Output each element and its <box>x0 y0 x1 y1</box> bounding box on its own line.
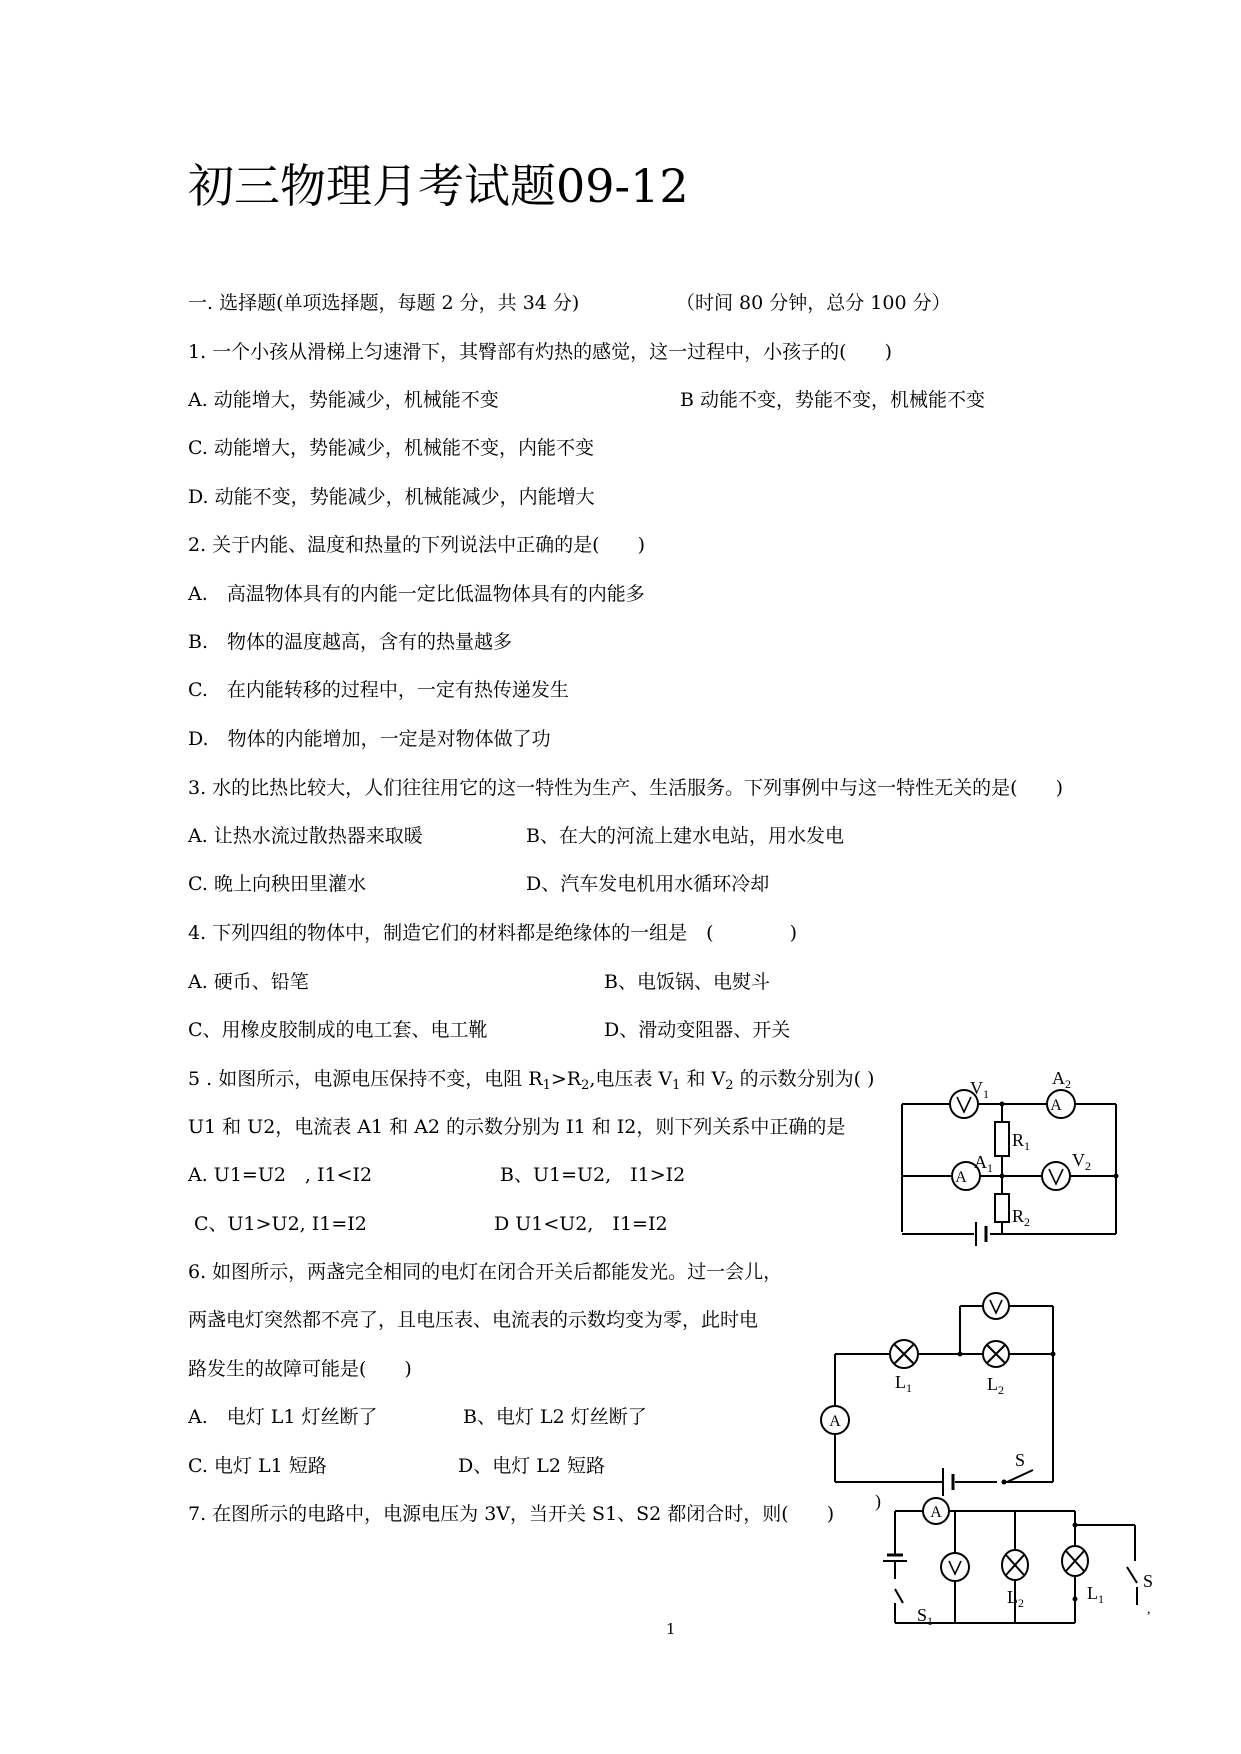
q3-stem: 3. 水的比热比较大，人们往往用它的这一特性为生产、生活服务。下列事例中与这一特性无关的是( ) <box>188 777 1063 799</box>
q5-stem-line1: 5 . 如图所示，电源电压保持不变，电阻 $R_1>R_2$,电压表 $V_1$ 和 $V_2$ 的示数分别为( ) <box>188 1068 875 1093</box>
label-s1: $S_1$ <box>917 1605 934 1628</box>
q6-option-b: B、电灯 L2 灯丝断了 <box>463 1406 647 1428</box>
q1-stem: 1. 一个小孩从滑梯上匀速滑下，其臀部有灼热的感觉，这一过程中，小孩子的( ) <box>188 341 892 363</box>
section-heading: 一. 选择题(单项选择题，每题 2 分，共 34 分) <box>188 292 580 314</box>
q5-option-b: B、U1=U2, I1>I2 <box>500 1164 686 1186</box>
label-r1: $R_1$ <box>1012 1130 1031 1153</box>
q6-stem-line3: 路发生的故障可能是( ) <box>188 1358 412 1380</box>
label-s: S <box>1015 1450 1026 1470</box>
q4-option-a: A. 硬币、铅笔 <box>188 971 309 993</box>
q2-stem: 2. 关于内能、温度和热量的下列说法中正确的是( ) <box>188 534 645 556</box>
page-title: 初三物理月考试题09-12 <box>188 159 689 213</box>
ammeter-symbol: A <box>829 1413 841 1430</box>
q1-option-a: A. 动能增大，势能减少，机械能不变 <box>188 389 499 411</box>
section-info: （时间 80 分钟，总分 100 分） <box>676 292 951 314</box>
q6-option-c: C. 电灯 L1 短路 <box>188 1455 327 1477</box>
q2-option-c: C. 在内能转移的过程中，一定有热传递发生 <box>188 679 569 701</box>
ammeter-a1-symbol: A <box>955 1169 967 1186</box>
q5-option-c: C、U1>U2, I1=I2 <box>194 1213 367 1235</box>
q7-stem: 7. 在图所示的电路中，电源电压为 3V，当开关 S1、S2 都闭合时，则( ) <box>188 1503 835 1525</box>
label-comma: , <box>1147 1602 1151 1617</box>
q6-stem-line1: 6. 如图所示，两盏完全相同的电灯在闭合开关后都能发光。过一会儿， <box>188 1261 783 1283</box>
label-l2: $L_2$ <box>987 1374 1004 1397</box>
q1-option-b: B 动能不变，势能不变，机械能不变 <box>680 389 986 411</box>
label-s2: S <box>1143 1571 1154 1591</box>
q4-option-b: B、电饭锅、电熨斗 <box>604 971 770 993</box>
q6-option-d: D、电灯 L2 短路 <box>458 1455 606 1477</box>
q5-circuit-diagram <box>890 1070 1130 1240</box>
q7-circuit-diagram <box>875 1491 1175 1635</box>
q2-option-b: B. 物体的温度越高，含有的热量越多 <box>188 631 513 653</box>
q6-circuit-diagram <box>815 1292 1075 1492</box>
q6-option-a: A. 电灯 L1 灯丝断了 <box>188 1406 378 1428</box>
label-a2: $A_2$ <box>1052 1068 1071 1091</box>
q2-option-a: A. 高温物体具有的内能一定比低温物体具有的内能多 <box>188 583 645 605</box>
q3-option-b: B、在大的河流上建水电站，用水发电 <box>526 825 844 847</box>
label-v1: $V_1$ <box>970 1078 989 1101</box>
q6-stem-line2: 两盏电灯突然都不亮了，且电压表、电流表的示数均变为零，此时电 <box>188 1309 759 1331</box>
q5-option-a: A. U1=U2 , I1<I2 <box>188 1164 373 1186</box>
q5-option-d: D U1<U2, I1=I2 <box>494 1213 668 1235</box>
label-l2: $L_2$ <box>1007 1587 1024 1610</box>
q4-option-c: C、用橡皮胶制成的电工套、电工靴 <box>188 1019 488 1041</box>
stem-closing-paren: ) <box>875 1491 881 1511</box>
q1-option-c: C. 动能增大，势能减少，机械能不变，内能不变 <box>188 437 594 459</box>
q2-option-d: D. 物体的内能增加，一定是对物体做了功 <box>188 728 551 750</box>
q5-stem-line2: U1 和 U2，电流表 A1 和 A2 的示数分别为 I1 和 I2，则下列关系中正确的是 <box>188 1116 846 1138</box>
q3-option-d: D、汽车发电机用水循环冷却 <box>526 873 770 895</box>
q1-option-d: D. 动能不变，势能减少，机械能减少，内能增大 <box>188 486 595 508</box>
ammeter-symbol: A <box>930 1504 942 1521</box>
page-number: 1 <box>666 1620 676 1638</box>
q4-option-d: D、滑动变阻器、开关 <box>604 1019 791 1041</box>
q3-option-c: C. 晚上向秧田里灌水 <box>188 873 366 895</box>
label-l1: $L_1$ <box>1087 1583 1104 1606</box>
label-v2: $V_2$ <box>1072 1150 1091 1173</box>
ammeter-a2-symbol: A <box>1050 1097 1062 1114</box>
label-l1: $L_1$ <box>895 1372 912 1395</box>
q4-stem: 4. 下列四组的物体中，制造它们的材料都是绝缘体的一组是 ( ) <box>188 922 797 944</box>
label-a1: $A_1$ <box>974 1152 993 1175</box>
label-r2: $R_2$ <box>1012 1206 1031 1229</box>
q3-option-a: A. 让热水流过散热器来取暖 <box>188 825 423 847</box>
